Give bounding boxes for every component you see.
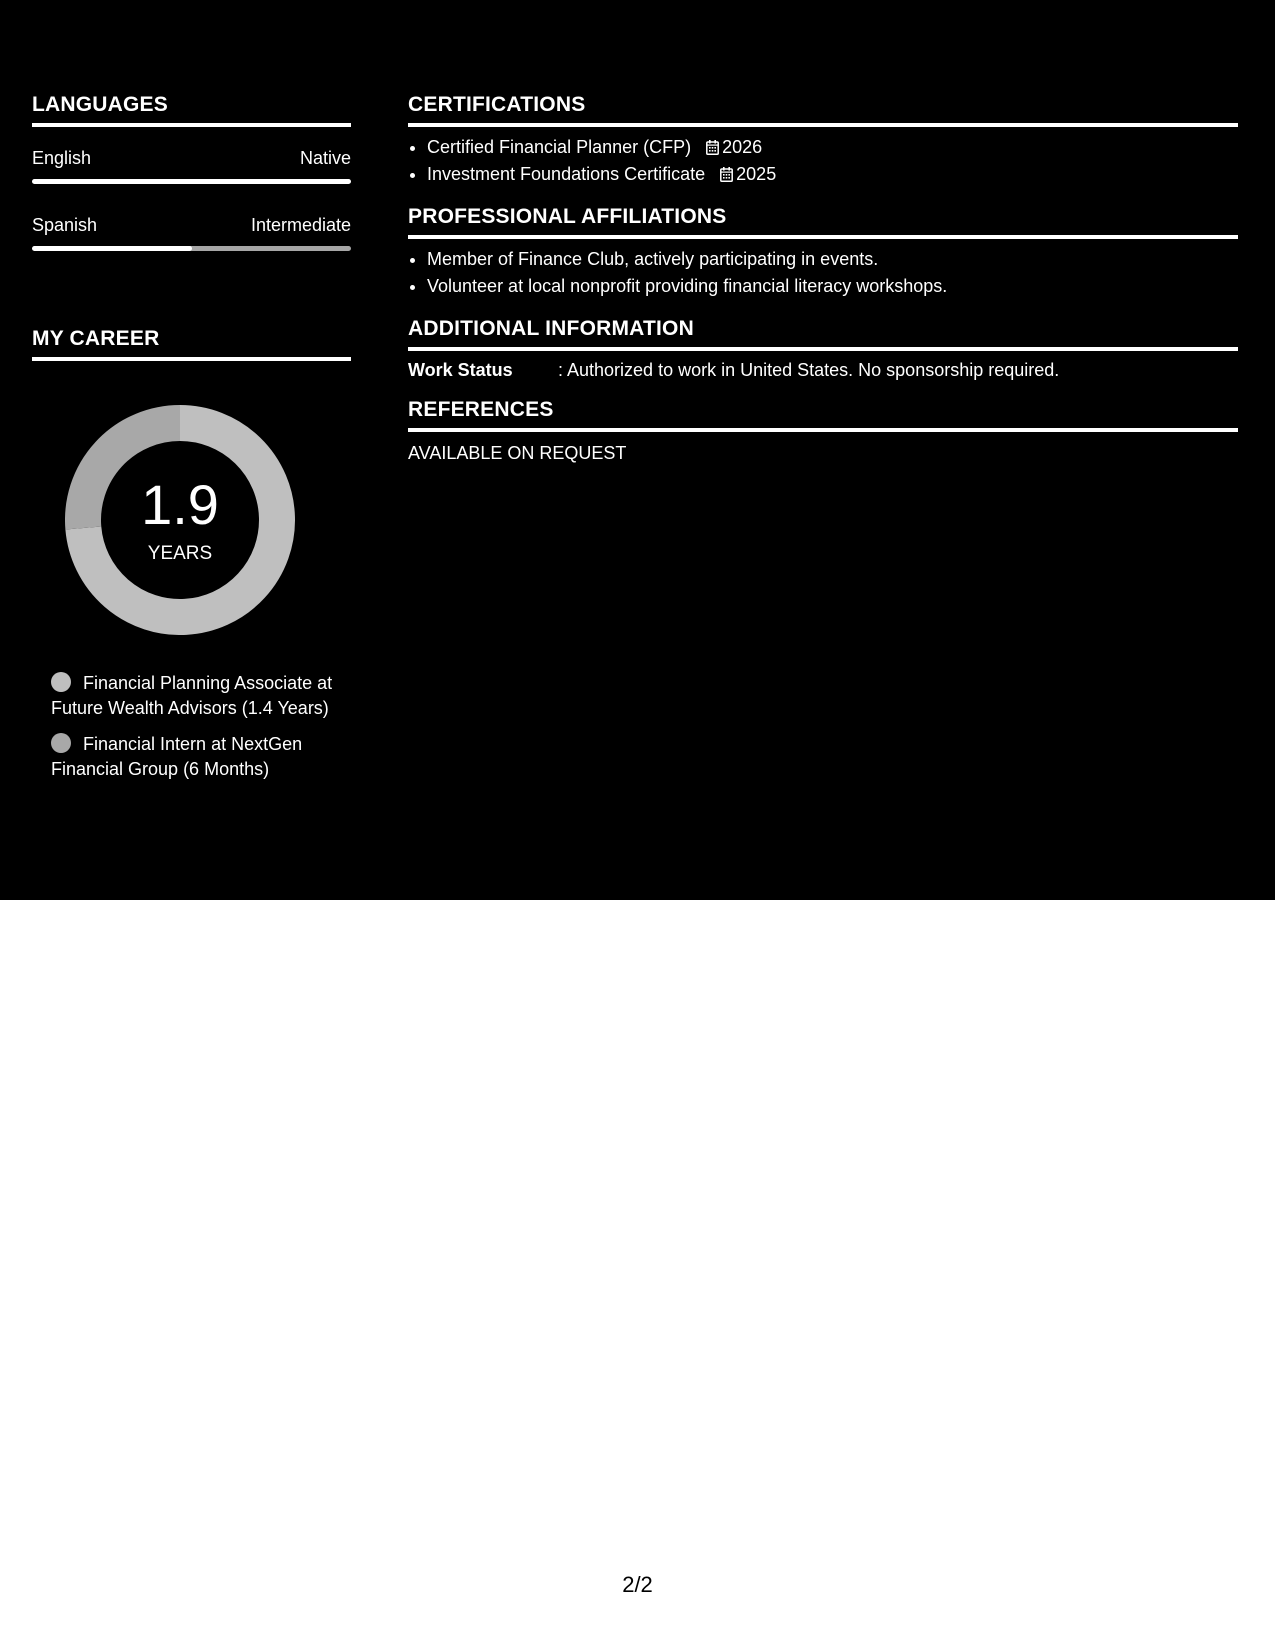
certification-item — [427, 161, 1238, 188]
career-donut-chart — [65, 405, 295, 635]
language-item — [32, 147, 351, 184]
language-item — [32, 214, 351, 251]
work-status-value: : Authorized to work in United States. No sponsorship required. — [558, 360, 1060, 380]
language-proficiency-bar — [32, 179, 351, 184]
career-legend — [51, 671, 341, 781]
legend-dot-icon — [51, 672, 71, 692]
legend-dot-icon — [51, 733, 71, 753]
references-section — [408, 397, 1238, 464]
career-total-unit: YEARS — [147, 543, 213, 564]
legend-label: Financial Intern at NextGen Financial Group (6 Months) — [51, 734, 303, 779]
language-level: Native — [299, 148, 351, 168]
certification-year: 2026 — [722, 137, 763, 157]
languages-title: LANGUAGES — [32, 92, 351, 127]
language-name: Spanish — [32, 215, 98, 235]
certification-year: 2025 — [736, 164, 777, 184]
certifications-title: CERTIFICATIONS — [408, 92, 1238, 127]
calendar-icon — [720, 167, 733, 182]
certifications-section — [408, 92, 1238, 188]
work-status-row — [408, 359, 1238, 381]
language-proficiency-fill — [32, 246, 192, 251]
affiliations-section — [408, 204, 1238, 300]
references-title: REFERENCES — [408, 397, 1238, 432]
career-total-value: 1.9 — [141, 473, 219, 536]
references-text: AVAILABLE ON REQUEST — [408, 443, 627, 463]
left-column — [32, 92, 351, 793]
work-status-label: Work Status — [408, 360, 513, 380]
certification-name: Certified Financial Planner (CFP) — [427, 137, 692, 157]
legend-item — [51, 671, 341, 720]
career-title: MY CAREER — [32, 326, 351, 361]
additional-info-section — [408, 316, 1238, 381]
right-column — [408, 92, 1238, 464]
certification-item — [427, 134, 1238, 161]
legend-item — [51, 732, 341, 781]
page-number: 2/2 — [622, 1572, 653, 1597]
language-proficiency-fill — [32, 179, 351, 184]
affiliation-item: • Member of Finance Club, actively participating in events. — [427, 246, 1238, 273]
calendar-icon — [706, 140, 719, 155]
certification-name: Investment Foundations Certificate — [427, 164, 706, 184]
affiliation-item: • Volunteer at local nonprofit providing financial literacy workshops. — [427, 273, 1238, 300]
affiliations-title: PROFESSIONAL AFFILIATIONS — [408, 204, 1238, 239]
language-level: Intermediate — [250, 215, 351, 235]
additional-info-title: ADDITIONAL INFORMATION — [408, 316, 1238, 351]
language-name: English — [32, 148, 92, 168]
legend-label: Financial Planning Associate at Future Wealth Advisors (1.4 Years) — [51, 673, 333, 718]
language-proficiency-bar — [32, 246, 351, 251]
